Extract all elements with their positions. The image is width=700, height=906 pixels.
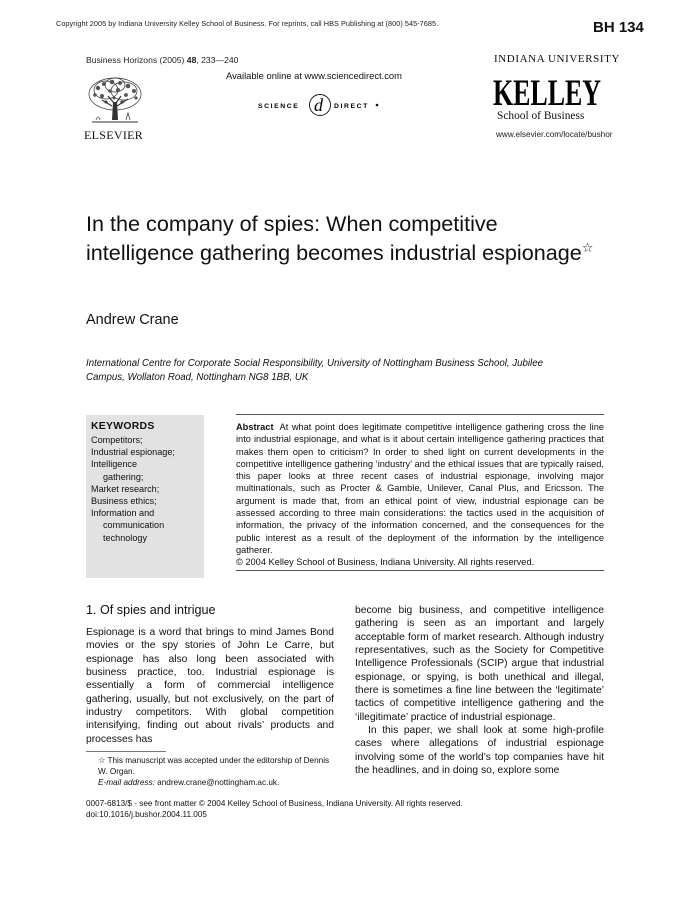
sciencedirect-left-text: SCIENCE xyxy=(258,103,300,110)
sciencedirect-logo xyxy=(256,92,386,118)
reprint-code: BH 134 xyxy=(593,19,644,36)
school-name: School of Business xyxy=(497,110,585,122)
author-affiliation xyxy=(86,357,606,386)
paragraph: become big business, and competitive intelligence gathering is seen as an important and largely acceptable form of market research. Although industry representatives, such as the Society for Competitive Intelligence Professionals (SCIP) argue that industrial espionage, or spying, is both unethical and illegal, there is sometimes a fine line between the ‘legitimate’ tactics of competitive intelligence gathering and the ‘illegitimate’ practice of industrial espionage. xyxy=(355,605,604,723)
available-online: Available online at www.sciencedirect.com xyxy=(226,70,402,81)
footnote-email-line xyxy=(86,777,336,788)
front-matter xyxy=(86,798,463,821)
keyword-item: technology xyxy=(103,532,147,543)
abstract-bottom-rule xyxy=(236,570,604,571)
author-name: Andrew Crane xyxy=(86,312,179,328)
abstract-text: At what point does legitimate competitive intelligence gathering cross the line into industrial espionage, and what is it about certain intelligence gathering practices that makes them open to criticism? In order to shed light on current developments in the competitive intelligence gathering ‘industry’ and the ethical issues that are typically raised, this paper looks at three recent cases of industrial espionage, involving major multinationals, such as Procter & Gamble, Unilever, Canal Plus, and Ericsson. The argument is made that, from an ethical point of view, industrial espionage can be assessed according to three main considerations: the tactics used in the acquisition of information, the privacy of the information concerned, and the consequences for the public interest as a result of the deployment of the information by the intelligence gatherer. xyxy=(236,422,604,555)
keyword-item: gathering; xyxy=(103,471,144,482)
sciencedirect-right-text: DIRECT xyxy=(334,103,369,110)
publisher-name: ELSEVIER xyxy=(84,128,144,142)
keyword-item: Market research; xyxy=(91,483,160,494)
keywords-list xyxy=(91,434,203,544)
title-footnote-star-icon[interactable]: ☆ xyxy=(581,239,594,255)
affiliation-line-2: Campus, Wollaton Road, Nottingham NG8 1BB, UK xyxy=(86,372,309,384)
abstract-top-rule xyxy=(236,414,604,415)
email-address[interactable]: andrew.crane@nottingham.ac.uk. xyxy=(157,778,280,787)
paragraph: In this paper, we shall look at some high-profile cases where allegations of industrial espionage involving some of the world’s top companies have hit the headlines, and in doing so, explore some xyxy=(355,725,604,777)
footnote-text: This manuscript was accepted under the editorship of Dennis W. Organ. xyxy=(98,756,330,776)
sciencedirect-dot-icon xyxy=(376,104,379,107)
body-column-2 xyxy=(355,604,604,777)
journal-name: Business Horizons (2005) xyxy=(86,55,185,65)
abstract xyxy=(236,421,604,569)
journal-pages: , 233—240 xyxy=(196,55,239,65)
keyword-item: Business ethics; xyxy=(91,496,157,507)
footnote-line xyxy=(86,755,336,777)
section-heading: 1. Of spies and intrigue xyxy=(86,603,216,617)
sciencedirect-d-icon: d xyxy=(314,95,323,115)
kelley-wordmark xyxy=(493,73,602,111)
copyright-notice: Copyright 2005 by Indiana University Kelley School of Business. For reprints, call HBS Publishing at (800) 545-7685. xyxy=(56,19,439,28)
keyword-item: Industrial espionage; xyxy=(91,447,175,458)
doi-line[interactable]: doi:10.1016/j.bushor.2004.11.005 xyxy=(86,810,207,820)
elsevier-tree-icon xyxy=(86,76,144,128)
journal-citation xyxy=(86,55,238,65)
body-column-1 xyxy=(86,626,334,746)
university-name: INDIANA UNIVERSITY xyxy=(494,53,620,65)
keyword-item: Information and xyxy=(91,508,155,519)
email-label: E-mail address: xyxy=(98,778,155,787)
journal-url: www.elsevier.com/locate/bushor xyxy=(496,130,613,139)
issn-line: 0007-6813/$ - see front matter © 2004 Kelley School of Business, Indiana University. All rights reserved. xyxy=(86,799,463,808)
footnote-star-icon: ☆ xyxy=(98,756,106,765)
kelley-text: KELLEY xyxy=(493,73,602,111)
footnote xyxy=(86,755,336,788)
abstract-body xyxy=(236,421,604,556)
affiliation-line-1: International Centre for Corporate Social Responsibility, University of Nottingham Business School, Jubilee xyxy=(86,358,543,369)
article-title-text: In the company of spies: When competitive intelligence gathering becomes industrial espionage xyxy=(86,211,582,265)
abstract-copyright: © 2004 Kelley School of Business, Indiana University. All rights reserved. xyxy=(236,557,535,568)
keyword-item: Intelligence xyxy=(91,459,138,470)
keyword-item: communication xyxy=(103,520,165,531)
journal-volume: 48 xyxy=(186,55,197,65)
keywords-title: KEYWORDS xyxy=(91,421,155,432)
paragraph: Espionage is a word that brings to mind James Bond movies or the spy stories of John Le Carre, but espionage has also long been associated with business practice, too. Industrial espionage is essentially a form of commercial intelligence gathering, usually, but not exclusively, on the part of industry competitors. With global competition intensifying, finding out about rivals’ products and processes has xyxy=(86,627,334,745)
footnote-rule xyxy=(86,751,166,752)
article-title xyxy=(86,209,606,267)
keyword-item: Competitors; xyxy=(91,435,143,445)
abstract-label: Abstract xyxy=(236,422,274,432)
